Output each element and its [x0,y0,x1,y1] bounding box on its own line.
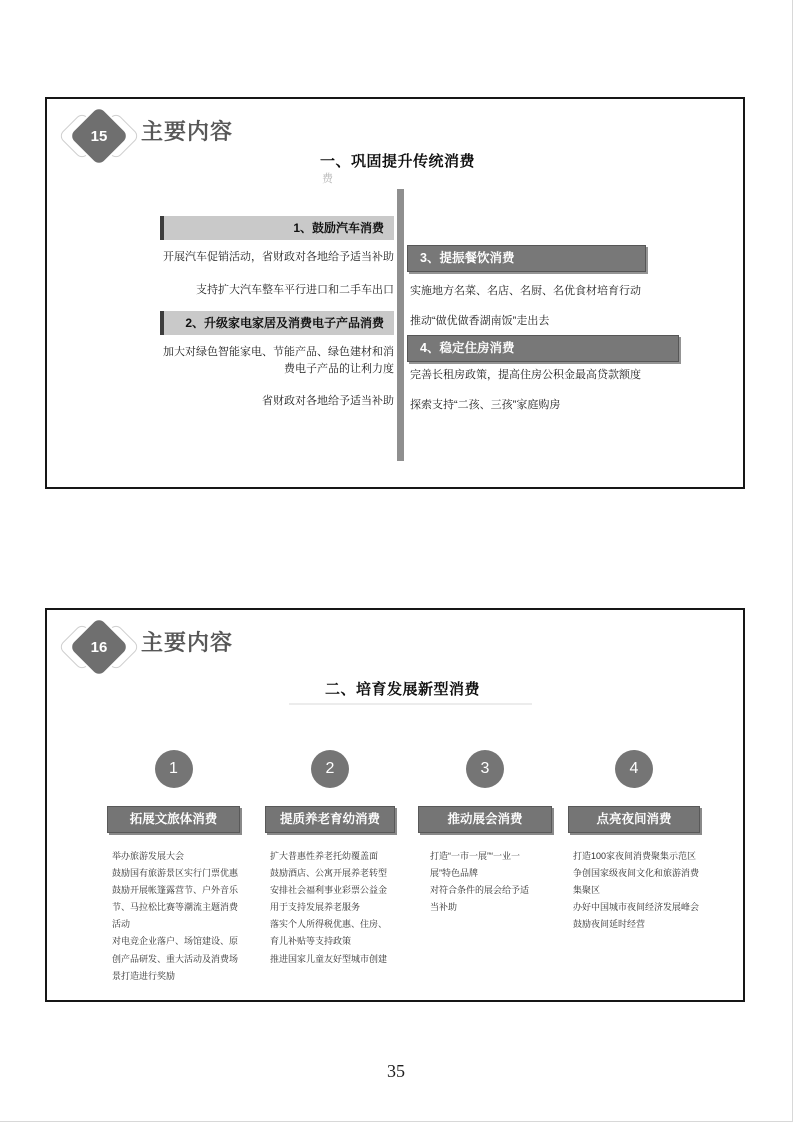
slide-number: 16 [90,638,108,656]
column-body [270,848,395,968]
slide-15 [45,97,745,489]
column-1 [107,610,240,1000]
body-line: 开展汽车促销活动，省财政对各地给予适当补助 [163,251,394,263]
column-body [430,848,536,916]
body-line: 推动“做优做香湖南饭”走出去 [410,315,550,327]
column-3 [418,610,552,1000]
body-line: 实施地方名菜、名店、名厨、名优食材培育行动 [410,285,641,297]
section-bar-2: 2、升级家电家居及消费电子产品消费 [160,311,394,335]
step-circle: 2 [311,750,349,788]
body-line: 举办旅游发展大会 [112,851,185,861]
body-line: 办好中国城市夜间经济发展峰会 [573,902,700,913]
section-heading: 一、巩固提升传统消费 [320,153,476,170]
body-line: 推进国家儿童友好型城市创建 [270,953,388,964]
body-line: 对符合条件的展会给予适当补助 [430,885,530,913]
column-4 [568,610,700,1000]
slide-title: 主要内容 [141,119,234,144]
column-header: 推动展会消费 [418,806,552,833]
body-line: 扩大普惠性养老托幼覆盖面 [270,851,379,861]
slide-number-badge [57,101,143,175]
step-circle: 1 [155,750,193,788]
body-line: 鼓励夜间延时经营 [573,919,646,930]
page-number: 35 [387,1061,405,1081]
column-body [112,848,240,985]
column-header: 点亮夜间消费 [568,806,700,833]
step-circle: 4 [615,750,653,788]
section-heading: 二、培育发展新型消费 [325,681,481,698]
vertical-divider [397,189,404,461]
step-circle: 3 [466,750,504,788]
heading-overflow-char: 费 [322,173,333,185]
section-bar-4: 4、稳定住房消费 [407,335,679,362]
body-line: 对电竞企业落户、场馆建设、原创产品研发、重大活动及消费场景打造进行奖励 [112,936,239,981]
slide-16 [45,608,745,1002]
body-line: 打造100家夜间消费聚集示范区 [573,851,697,861]
body-line: 打造“一市一展”“一业一展”特色品牌 [430,851,520,879]
body-line: 安排社会福利事业彩票公益金用于支持发展养老服务 [270,885,388,913]
body-line: 鼓励酒店、公寓开展养老转型 [270,868,388,879]
body-line: 鼓励国有旅游景区实行门票优惠 [112,868,239,879]
column-header: 提质养老育幼消费 [265,806,395,833]
body-line: 省财政对各地给予适当补助 [262,395,394,407]
body-line: 鼓励开展帐篷露营节、户外音乐节、马拉松比赛等潮流主题消费活动 [112,885,239,930]
body-line: 争创国家级夜间文化和旅游消费集聚区 [573,868,700,896]
body-line: 落实个人所得税优惠、住房、育儿补贴等支持政策 [270,919,388,947]
body-line: 探索支持“二孩、三孩”家庭购房 [410,399,561,411]
section-bar-1: 1、鼓励汽车消费 [160,216,394,240]
slide-title: 主要内容 [141,630,234,655]
column-header: 拓展文旅体消费 [107,806,240,833]
body-line: 支持扩大汽车整车平行进口和二手车出口 [196,284,394,296]
body-line: 加大对绿色智能家电、节能产品、绿色建材和消费电子产品的让利力度 [163,346,394,376]
slide-number: 15 [90,127,108,145]
column-2 [265,610,395,1000]
column-body [573,848,700,933]
body-line: 完善长租房政策，提高住房公积金最高贷款额度 [410,369,641,381]
section-bar-3: 3、提振餐饮消费 [407,245,646,272]
